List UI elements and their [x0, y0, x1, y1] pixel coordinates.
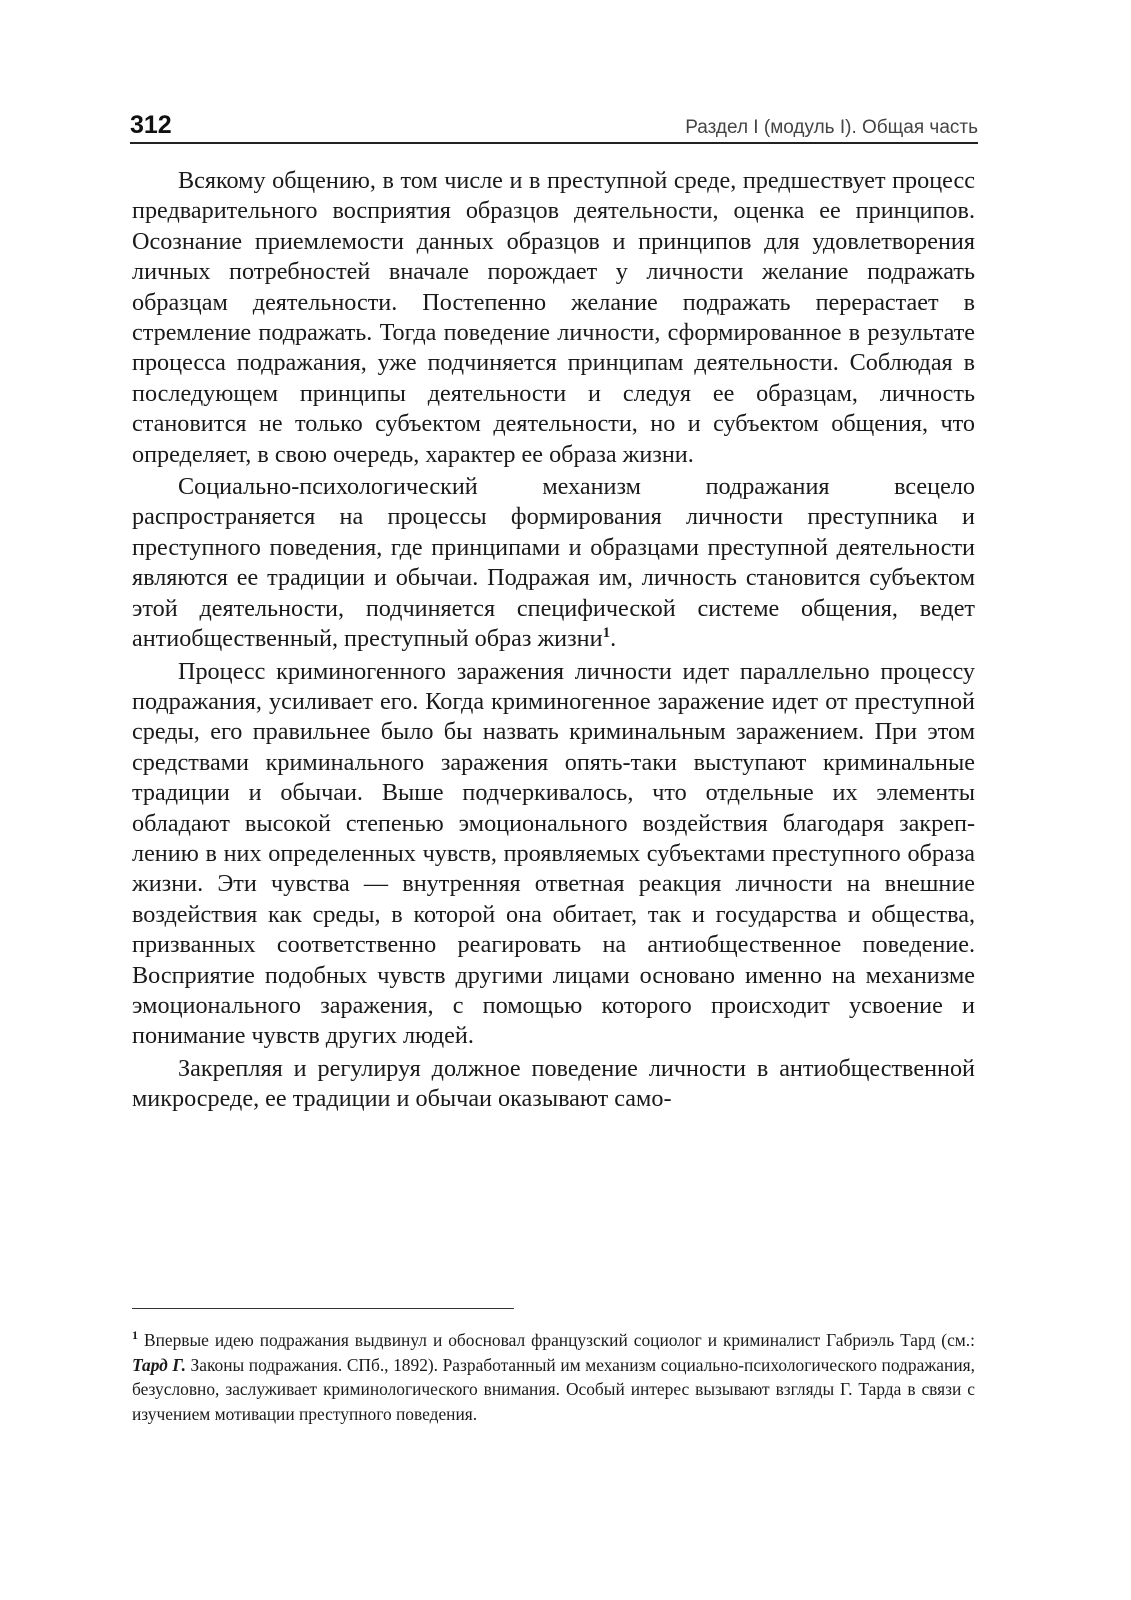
paragraph-4: Закрепляя и регулируя должное поведение личности в антиобщественной микросреде, ее традиции и обычаи оказывают само-	[132, 1054, 975, 1113]
page-header	[130, 112, 978, 144]
footnote-mark: 1	[132, 1328, 138, 1343]
footnote-text-before: Впервые идею подражания выдвинул и обосновал французский социолог и криминалист Габриэль Тард (см.:	[138, 1330, 975, 1350]
footnote-divider	[132, 1308, 514, 1309]
footnote	[132, 1328, 975, 1426]
footnote-text-after: Законы подражания. СПб., 1892). Разработанный им механизм социально-психологического подражания, безусловно, заслуживает криминологического внимания. Особый интерес вызывают взгляды Г. Тарда в связи с изучением мотивации преступного поведения.	[132, 1354, 975, 1424]
paragraph-2-end: .	[610, 625, 617, 653]
running-head: Раздел I (модуль I). Общая часть	[685, 117, 978, 138]
footnote-author: Тард Г.	[132, 1354, 186, 1375]
paragraph-2-text: Социально-психологический механизм подражания всецело распространяется на процессы формирования личности преступника и преступного поведения, где принципами и образцами преступной деятельности являются ее традиции и обычаи. Подражая им, личность становится субъектом этой деятельности, подчиняется специфической системе общения, ведет антиобщественный, преступный образ жизни	[132, 473, 975, 653]
footnote-reference[interactable]: 1	[602, 625, 611, 642]
paragraph-3: Процесс криминогенного заражения личности идет параллельно процессу подражания, усиливает его. Когда криминогенное заражение идет от преступной среды, его правильнее было бы назвать криминальным заражением. При этом средствами криминального заражения опять-таки выступают криминальные традиции и обычаи. Выше подчеркивалось, что отдельные их элементы обладают высокой степенью эмоционального воздействия благодаря закреплению в них определенных чувств, проявляемых субъектами преступного образа жизни. Эти чувства — внутренняя ответная реакция личности на внешние воздействия как среды, в которой она обитает, так и государства и общества, призванных соответственно реагировать на антиобщественное поведение. Восприятие подобных чувств другими лицами основано именно на механизме эмоционального заражения, с помощью которого происходит усвоение и понимание чувств других людей.	[132, 657, 975, 1050]
body-text	[132, 166, 975, 1115]
footnote-paragraph	[132, 1328, 975, 1426]
paragraph-1: Всякому общению, в том числе и в преступной среде, предшествует процесс предварительного восприятия образцов деятельности, оценка ее принципов. Осознание приемлемости данных образцов и принципов для удовлетворения личных потребностей вначале порождает у личности желание подражать образцам деятельности. Постепенно желание подражать перерастает в стремление подражать. Тогда поведение личности, сформированное в результате процесса подражания, уже подчиняется принципам деятельности. Соблюдая в последующем принципы деятельности и следуя ее образцам, личность становится не только субъектом деятельности, но и субъектом общения, что определяет, в свою очередь, характер ее образа жизни.	[132, 167, 975, 468]
paragraph-2	[132, 472, 975, 654]
page-number: 312	[130, 111, 172, 139]
